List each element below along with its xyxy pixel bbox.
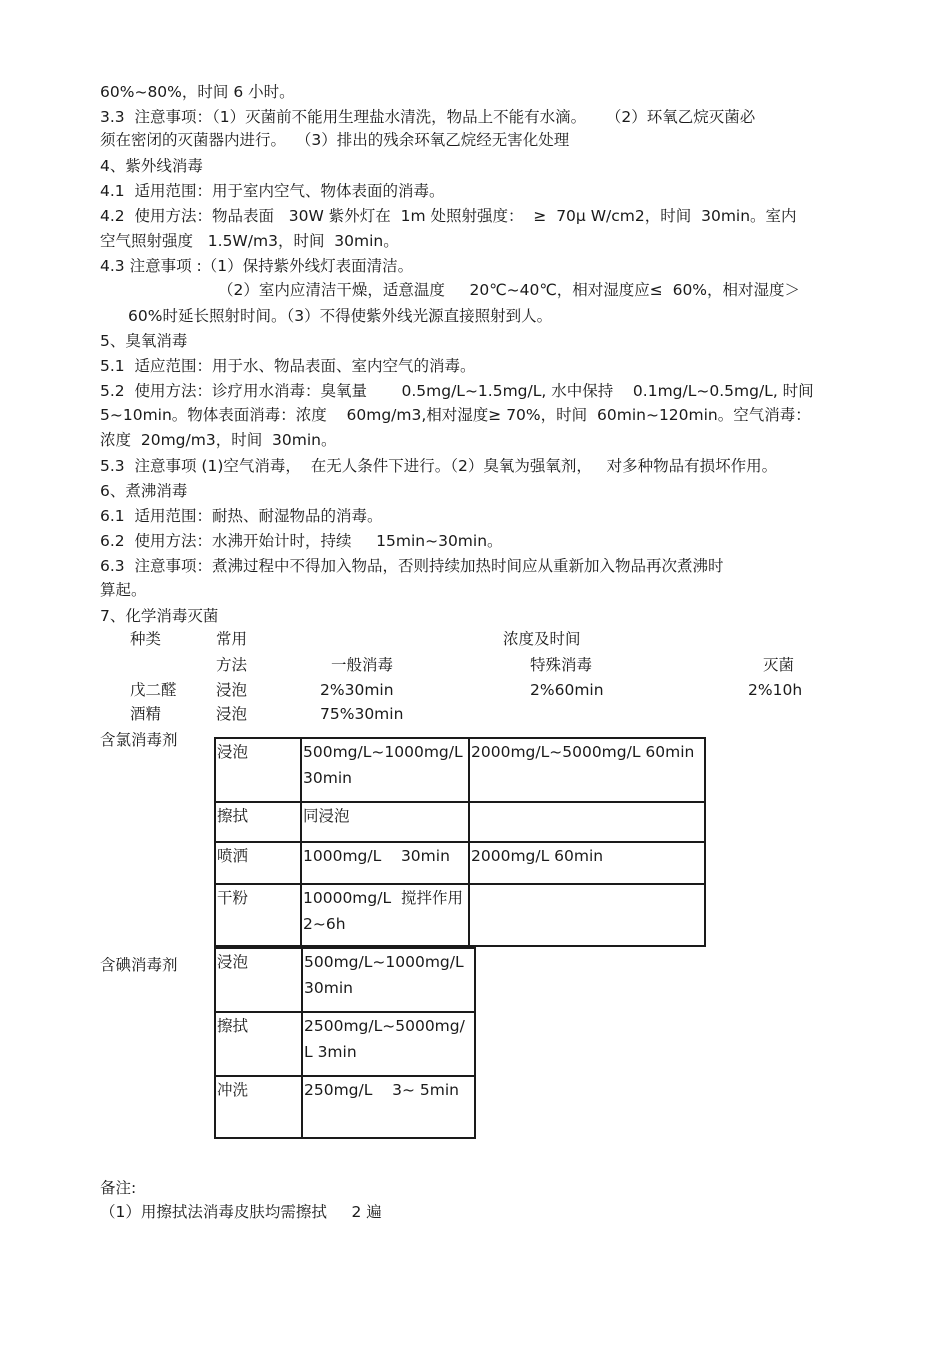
table-row bbox=[215, 802, 705, 842]
header-sterilize: 灭菌 bbox=[763, 656, 795, 674]
row-general: 75%30min bbox=[320, 705, 404, 723]
section-heading: 6、煮沸消毒 bbox=[100, 482, 188, 500]
row-kind: 酒精 bbox=[130, 705, 162, 723]
text-line: 60%~80%，时间 6 小时。 bbox=[100, 83, 295, 101]
iodine-label: 含碘消毒剂 bbox=[100, 956, 178, 974]
notes-title: 备注: bbox=[100, 1179, 137, 1197]
cell-special bbox=[469, 884, 705, 946]
iodine-table bbox=[214, 947, 476, 1139]
text-line: 6.1 适用范围：耐热、耐湿物品的消毒。 bbox=[100, 507, 383, 525]
cell-special bbox=[469, 802, 705, 842]
text-line: 3.3 注意事项：（1）灭菌前不能用生理盐水清洗，物品上不能有水滴。 （2）环氧乙烷灭菌必 bbox=[100, 108, 756, 126]
table-row bbox=[215, 842, 705, 884]
section-heading: 7、化学消毒灭菌 bbox=[100, 607, 219, 625]
text-line: 6.2 使用方法：水沸开始计时，持续 15min~30min。 bbox=[100, 532, 503, 550]
table-row bbox=[215, 1076, 475, 1138]
section-heading: 4、紫外线消毒 bbox=[100, 157, 203, 175]
cell-method: 冲洗 bbox=[215, 1076, 302, 1138]
text-line: 4.3 注意事项 :（1）保持紫外线灯表面清洁。 bbox=[100, 257, 414, 275]
header-method: 方法 bbox=[216, 656, 248, 674]
header-kind: 种类 bbox=[130, 630, 162, 648]
text-line: 4.2 使用方法：物品表面 30W 紫外灯在 1m 处照射强度： ≥ 70μ W/cm2，时间 30min。室内 bbox=[100, 207, 797, 225]
cell-general: 同浸泡 bbox=[301, 802, 469, 842]
cell-method: 擦拭 bbox=[215, 1012, 302, 1076]
cell-general: 500mg/L~1000mg/L 30min bbox=[302, 948, 475, 1012]
header-general: 一般消毒 bbox=[331, 656, 394, 674]
cell-method: 浸泡 bbox=[215, 738, 301, 802]
row-kind: 戊二醛 bbox=[130, 681, 177, 699]
cell-method: 干粉 bbox=[215, 884, 301, 946]
text-line: 5.2 使用方法：诊疗用水消毒：臭氧量 0.5mg/L~1.5mg/L, 水中保持 0.1mg/L~0.5mg/L, 时间 bbox=[100, 382, 814, 400]
cell-general: 1000mg/L 30min bbox=[301, 842, 469, 884]
cell-method: 擦拭 bbox=[215, 802, 301, 842]
section-heading: 5、臭氧消毒 bbox=[100, 332, 188, 350]
row-general: 2%30min bbox=[320, 681, 394, 699]
row-sterilize: 2%10h bbox=[748, 681, 803, 699]
table-row bbox=[215, 738, 705, 802]
text-line: 5~10min。物体表面消毒：浓度 60mg/m3,相对湿度≥ 70%，时间 60min~120min。空气消毒： bbox=[100, 406, 811, 424]
cell-general: 250mg/L 3~ 5min bbox=[302, 1076, 475, 1138]
cell-special: 2000mg/L 60min bbox=[469, 842, 705, 884]
text-line: 须在密闭的灭菌器内进行。 （3）排出的残余环氧乙烷经无害化处理 bbox=[100, 131, 570, 149]
cell-method: 喷洒 bbox=[215, 842, 301, 884]
row-method: 浸泡 bbox=[216, 705, 248, 723]
header-method: 常用 bbox=[216, 630, 248, 648]
text-line: 算起。 bbox=[100, 581, 147, 599]
text-line: 4.1 适用范围：用于室内空气、物体表面的消毒。 bbox=[100, 182, 445, 200]
note-item: （1）用擦拭法消毒皮肤均需擦拭 2 遍 bbox=[100, 1203, 382, 1221]
cell-general: 10000mg/L 搅拌作用 2~6h bbox=[301, 884, 469, 946]
table-row bbox=[215, 1012, 475, 1076]
text-line: （2）室内应清洁干燥，适意温度 20℃~40℃，相对湿度应≤ 60%，相对湿度＞ bbox=[218, 281, 801, 299]
cell-special: 2000mg/L~5000mg/L 60min bbox=[469, 738, 705, 802]
cell-method: 浸泡 bbox=[215, 948, 302, 1012]
text-line: 空气照射强度 1.5W/m3，时间 30min。 bbox=[100, 232, 399, 250]
header-conc-time: 浓度及时间 bbox=[503, 630, 581, 648]
text-line: 6.3 注意事项：煮沸过程中不得加入物品，否则持续加热时间应从重新加入物品再次煮沸时 bbox=[100, 557, 724, 575]
cell-general: 500mg/L~1000mg/L 30min bbox=[301, 738, 469, 802]
table-row bbox=[215, 948, 475, 1012]
header-special: 特殊消毒 bbox=[530, 656, 593, 674]
table-row bbox=[215, 884, 705, 946]
text-line: 5.3 注意事项 (1)空气消毒， 在无人条件下进行。（2）臭氧为强氧剂， 对多种物品有损坏作用。 bbox=[100, 457, 778, 475]
chlorine-table bbox=[214, 737, 706, 947]
text-line: 浓度 20mg/m3，时间 30min。 bbox=[100, 431, 337, 449]
row-special: 2%60min bbox=[530, 681, 604, 699]
row-method: 浸泡 bbox=[216, 681, 248, 699]
cell-general: 2500mg/L~5000mg/L 3min bbox=[302, 1012, 475, 1076]
text-line: 5.1 适应范围：用于水、物品表面、室内空气的消毒。 bbox=[100, 357, 476, 375]
text-line: 60%时延长照射时间。（3）不得使紫外线光源直接照射到人。 bbox=[128, 307, 553, 325]
chlorine-label: 含氯消毒剂 bbox=[100, 731, 178, 749]
